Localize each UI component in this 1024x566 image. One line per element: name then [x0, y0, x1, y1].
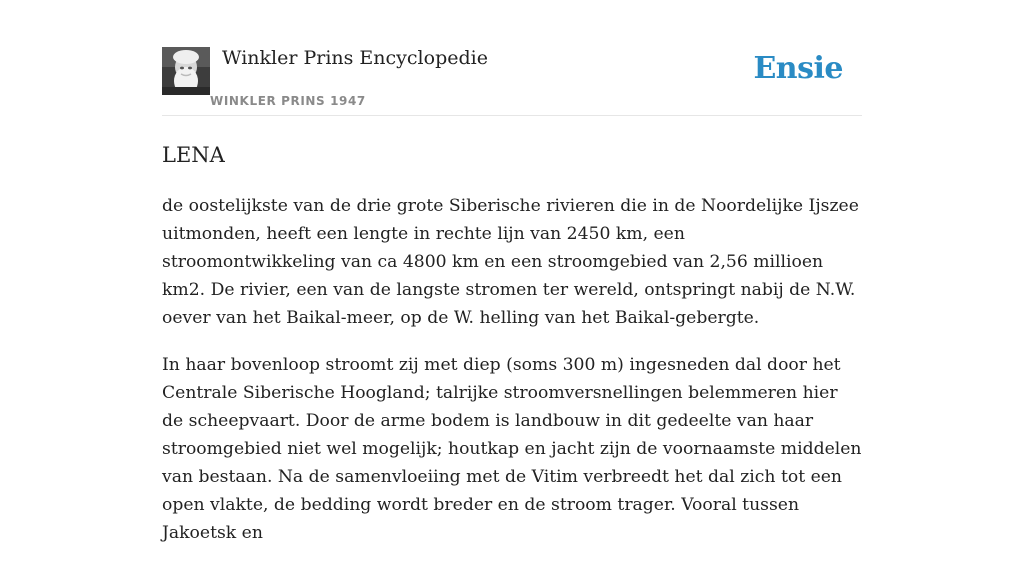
- entry-title: LENA: [162, 143, 225, 167]
- bearded-man-portrait-icon: [162, 47, 210, 95]
- article-paragraph: de oostelijkste van de drie grote Siberische rivieren die in de Noordelijke Ijszee uitmonden, heeft een lengte in rechte lijn van 2450 km, een stroomontwikkeling van ca 4800 km en een stroomgebied van 2,56 millioen km2. De rivier, een van de langste stromen ter wereld, ontspringt nabij de N.W. oever van het Baikal-meer, op de W. helling van het Baikal-gebergte.: [162, 196, 859, 328]
- article-body: [162, 192, 862, 566]
- content-container: [162, 0, 862, 543]
- source-subtitle[interactable]: WINKLER PRINS 1947: [210, 94, 366, 108]
- source-title[interactable]: Winkler Prins Encyclopedie: [222, 47, 488, 69]
- ensie-logo-link[interactable]: Ensie: [753, 51, 843, 86]
- source-header: [162, 0, 862, 116]
- avatar[interactable]: [162, 47, 210, 95]
- article-paragraph: In haar bovenloop stroomt zij met diep (soms 300 m) ingesneden dal door het Centrale Siberische Hoogland; talrijke stroomversnellingen belemmeren hier de scheepvaart. Door de arme bodem is landbouw in dit gedeelte van haar stroomgebied niet wel mogelijk; houtkap en jacht zijn de voornaamste middelen van bestaan. Na de samenvloeiing met de Vitim verbreedt het dal zich tot een open vlakte, de bedding wordt breder en de stroom trager. Vooral tussen Jakoetsk en: [162, 355, 862, 543]
